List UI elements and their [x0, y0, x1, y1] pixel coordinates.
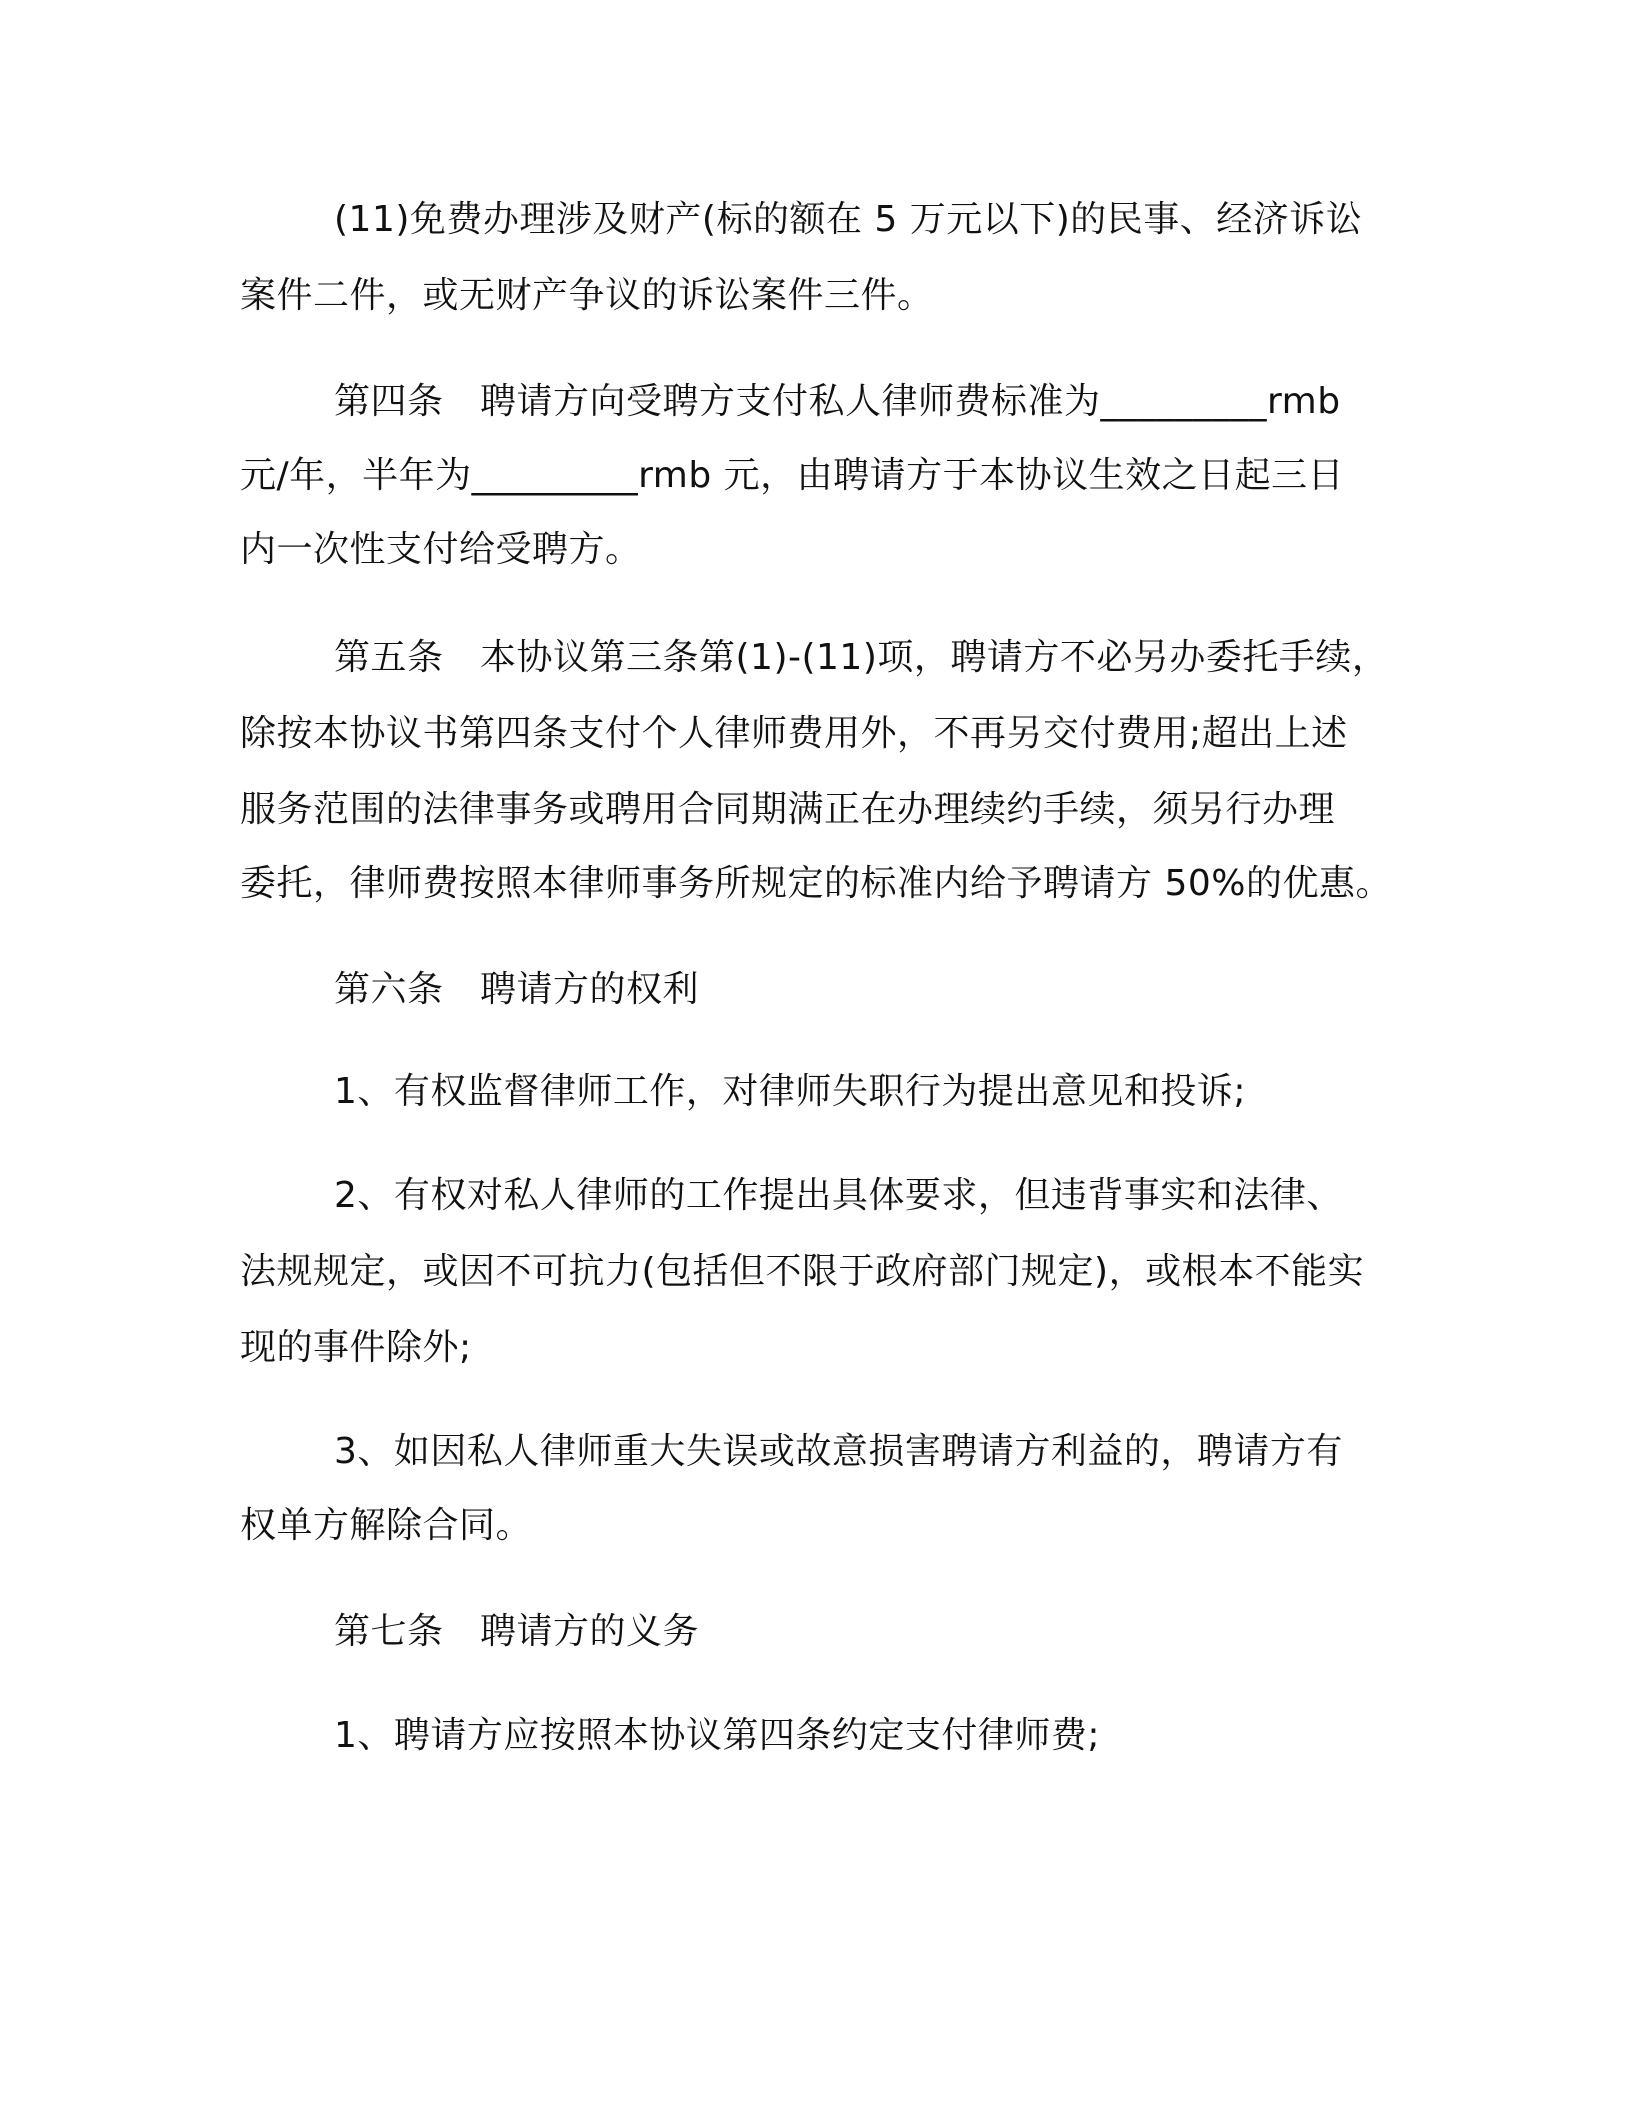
paragraph-line: (11)免费办理涉及财产(标的额在 5 万元以下)的民事、经济诉讼	[334, 199, 1363, 240]
paragraph-line: 第四条 聘请方向受聘方支付私人律师费标准为_________rmb	[334, 381, 1341, 422]
paragraph-line: 第五条 本协议第三条第(1)-(11)项，聘请方不必另办委托手续，	[334, 637, 1389, 678]
paragraph-line: 元/年，半年为_________rmb 元，由聘请方于本协议生效之日起三日	[240, 455, 1345, 496]
paragraph-line: 服务范围的法律事务或聘用合同期满正在办理续约手续，须另行办理	[240, 789, 1336, 830]
paragraph-line: 权单方解除合同。	[240, 1505, 533, 1546]
paragraph-line: 内一次性支付给受聘方。	[240, 529, 642, 570]
paragraph-line: 法规规定，或因不可抗力(包括但不限于政府部门规定)，或根本不能实	[240, 1251, 1365, 1292]
article-heading: 第七条 聘请方的义务	[334, 1611, 700, 1652]
paragraph-line: 案件二件，或无财产争议的诉讼案件三件。	[240, 275, 934, 316]
list-item: 1、有权监督律师工作，对律师失职行为提出意见和投诉;	[334, 1071, 1247, 1112]
list-item: 1、聘请方应按照本协议第四条约定支付律师费;	[334, 1715, 1101, 1756]
paragraph-line: 现的事件除外;	[240, 1327, 472, 1368]
paragraph-line: 除按本协议书第四条支付个人律师费用外，不再另交付费用;超出上述	[240, 713, 1348, 754]
list-item: 2、有权对私人律师的工作提出具体要求，但违背事实和法律、	[334, 1175, 1343, 1216]
paragraph-line: 委托，律师费按照本律师事务所规定的标准内给予聘请方 50%的优惠。	[240, 863, 1392, 904]
list-item: 3、如因私人律师重大失误或故意损害聘请方利益的，聘请方有	[334, 1431, 1343, 1472]
article-heading: 第六条 聘请方的权利	[334, 969, 700, 1010]
